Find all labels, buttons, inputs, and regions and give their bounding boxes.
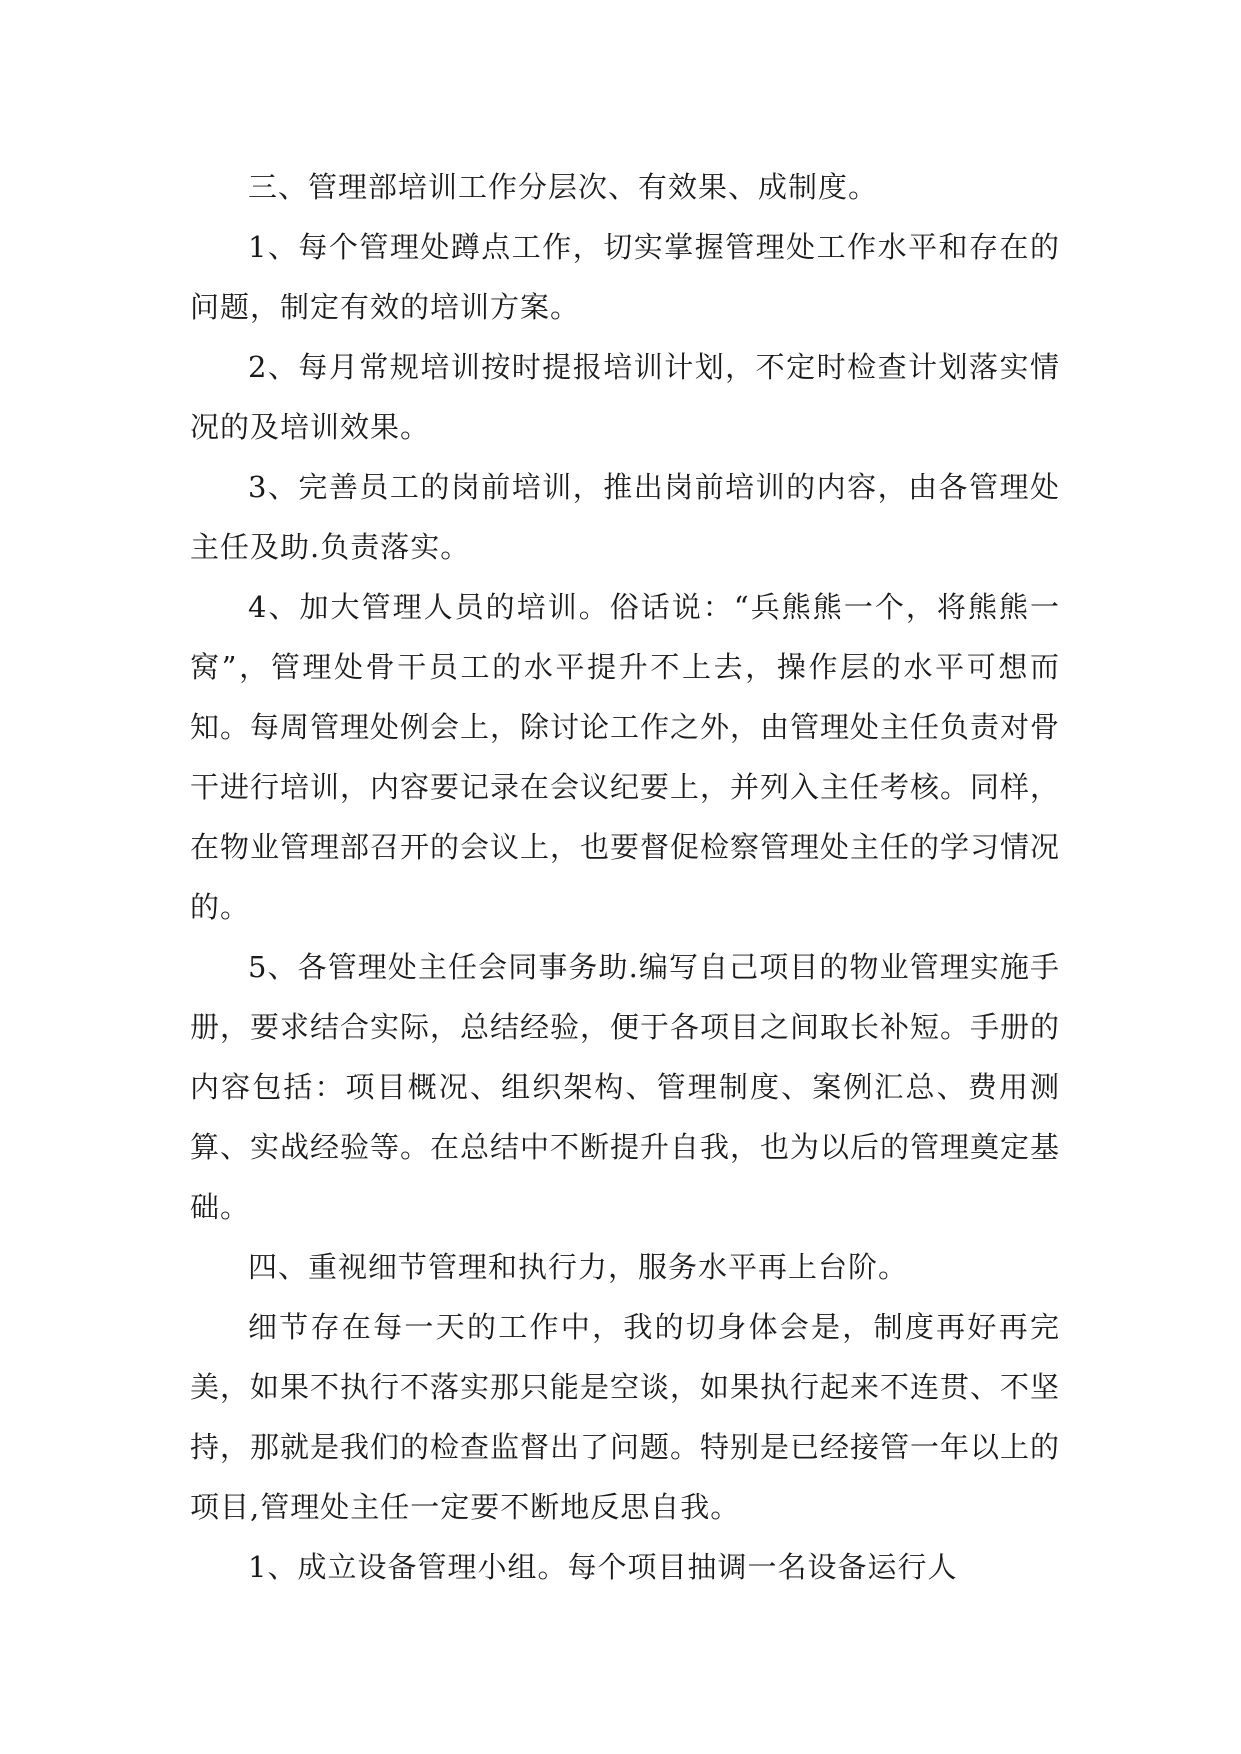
paragraph-item-4: 4、加大管理人员的培训。俗话说：“兵熊熊一个，将熊熊一窝”，管理处骨干员工的水平提升不上去，操作层的水平可想而知。每周管理处例会上，除讨论工作之外，由管理处主任负责对骨干进行培训，内容要记录在会议纪要上，并列入主任考核。同样，在物业管理部召开的会议上，也要督促检察管理处主任的学习情况的。 (190, 590, 1061, 924)
paragraph-item-3: 3、完善员工的岗前培训，推出岗前培训的内容，由各管理处主任及助.负责落实。 (190, 470, 1060, 564)
paragraph-details: 细节存在每一天的工作中，我的切身体会是，制度再好再完美，如果不执行不落实那只能是空谈，如果执行起来不连贯、不坚持，那就是我们的检查监督出了问题。特别是已经接管一年以上的项目,管理处主任一定要不断地反思自我。 (190, 1310, 1061, 1524)
paragraph-item-1: 1、每个管理处蹲点工作，切实掌握管理处工作水平和存在的问题，制定有效的培训方案。 (190, 230, 1060, 324)
paragraph-item-2: 2、每月常规培训按时提报培训计划，不定时检查计划落实情况的及培训效果。 (190, 350, 1060, 444)
section-heading-three: 三、管理部培训工作分层次、有效果、成制度。 (248, 170, 879, 204)
section-heading-four: 四、重视细节管理和执行力，服务水平再上台阶。 (248, 1250, 909, 1284)
paragraph-item-1-equipment: 1、成立设备管理小组。每个项目抽调一名设备运行人 (248, 1550, 958, 1584)
document-body (190, 157, 1060, 1597)
paragraph-item-5: 5、各管理处主任会同事务助.编写自己项目的物业管理实施手册，要求结合实际，总结经验，便于各项目之间取长补短。手册的内容包括：项目概况、组织架构、管理制度、案例汇总、费用测算、实战经验等。在总结中不断提升自我，也为以后的管理奠定基础。 (190, 950, 1061, 1224)
